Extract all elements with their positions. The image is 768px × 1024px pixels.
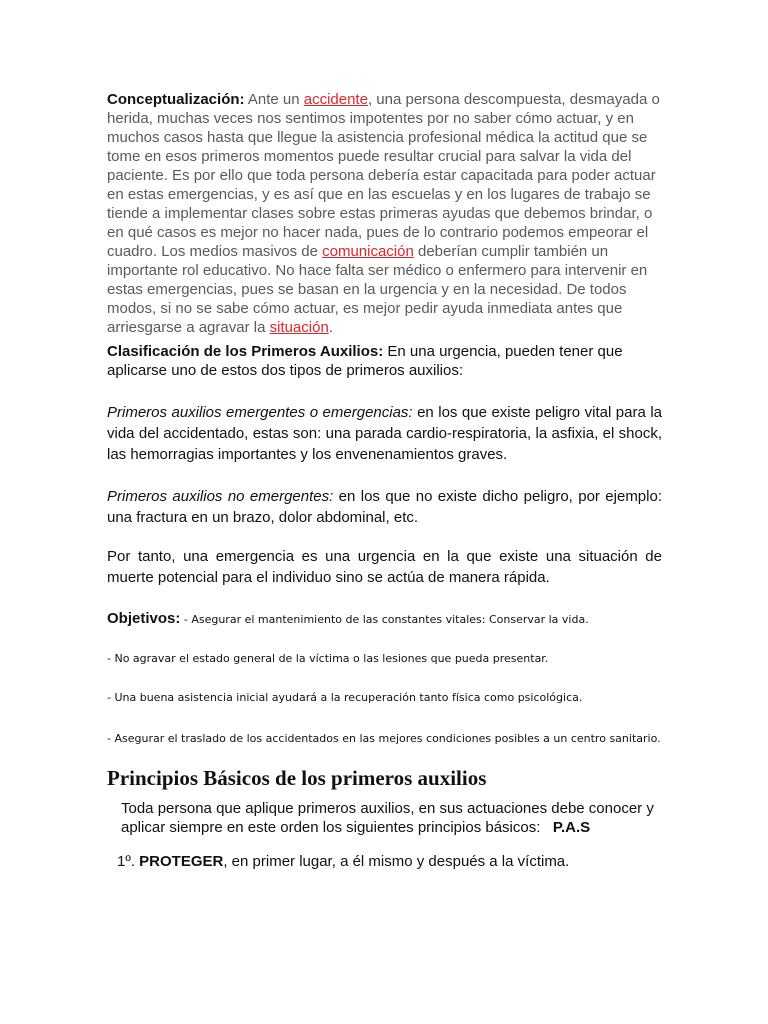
clasificacion-text: En una urgencia, pueden tener que aplicarse uno de estos dos tipos de primeros auxilios:	[107, 343, 623, 379]
objetivo-item: - Una buena asistencia inicial ayudará a la recuperación tanto física como psicológica.	[107, 691, 583, 704]
comunicacion-link[interactable]: comunicación	[322, 243, 414, 260]
principios-heading: Principios Básicos de los primeros auxilios	[107, 766, 487, 790]
step-number: 1º.	[117, 853, 140, 870]
conceptualizacion-paragraph	[107, 90, 667, 337]
conceptualizacion-text-4: .	[328, 319, 333, 336]
pas-label: P.A.S	[552, 819, 591, 836]
step-proteger	[117, 853, 569, 870]
emergentes-label: Primeros auxilios emergentes o emergencias:	[107, 404, 413, 421]
objetivo-item: - Asegurar el traslado de los accidentados en las mejores condiciones posibles a un centro sanitario.	[107, 732, 661, 745]
clasificacion-label: Clasificación de los Primeros Auxilios:	[107, 343, 384, 360]
emergentes-paragraph	[107, 402, 662, 465]
objetivos-line	[107, 609, 662, 629]
situacion-link[interactable]: situación	[269, 319, 329, 336]
por-tanto-paragraph: Por tanto, una emergencia es una urgencia en la que existe una situación de muerte potencial para el individuo sino se actúa de manera rápida.	[107, 548, 662, 586]
objetivo-item: - No agravar el estado general de la víctima o las lesiones que pueda presentar.	[107, 652, 549, 665]
objetivos-label: Objetivos:	[107, 610, 181, 627]
principios-intro	[121, 799, 681, 837]
step-text: , en primer lugar, a él mismo y después a la víctima.	[223, 853, 570, 870]
conceptualizacion-text-2: , una persona descompuesta, desmayada o herida, muchas veces nos sentimos impotentes por no saber cómo actuar, y en muchos casos hasta que llegue la asistencia profesional médica la actitud que se tome en esos primeros momentos puede resultar crucial para salvar la vida del paciente. Es por ello que toda persona debería estar capacitada para poder actuar en estas emergencias, y es así que en las escuelas y en los lugares de trabajo se tiende a implementar clases sobre estas primeras ayudas que debemos brindar, o en qué casos es mejor no hacer nada, pues de lo contrario podemos empeorar el cuadro. Los medios masivos de	[107, 91, 660, 260]
objetivo-item: - Asegurar el mantenimiento de las constantes vitales: Conservar la vida.	[180, 613, 589, 626]
principios-intro-text: Toda persona que aplique primeros auxilios, en sus actuaciones debe conocer y aplicar siempre en este orden los siguientes principios básicos:	[121, 800, 654, 836]
accidente-link[interactable]: accidente	[303, 91, 368, 108]
conceptualizacion-label: Conceptualización:	[107, 91, 245, 108]
conceptualizacion-text-1: Ante un	[244, 91, 304, 108]
emergentes-text: en los que existe peligro vital para la vida del accidentado, estas son: una parada cardio-respiratoria, la asfixia, el shock, las hemorragias importantes y los envenenamientos graves.	[107, 404, 662, 463]
no-emergentes-label: Primeros auxilios no emergentes:	[107, 488, 334, 505]
clasificacion-paragraph	[107, 342, 662, 380]
no-emergentes-paragraph	[107, 486, 662, 528]
step-keyword: PROTEGER	[139, 853, 224, 870]
no-emergentes-text: en los que no existe dicho peligro, por ejemplo: una fractura en un brazo, dolor abdominal, etc.	[107, 488, 662, 526]
conceptualizacion-text-3: deberían cumplir también un importante rol educativo. No hace falta ser médico o enfermero para intervenir en estas emergencias, pues se basan en la urgencia y en la necesidad. De todos modos, si no se sabe cómo actuar, es mejor pedir ayuda inmediata antes que arriesgarse a agravar la	[107, 243, 648, 336]
